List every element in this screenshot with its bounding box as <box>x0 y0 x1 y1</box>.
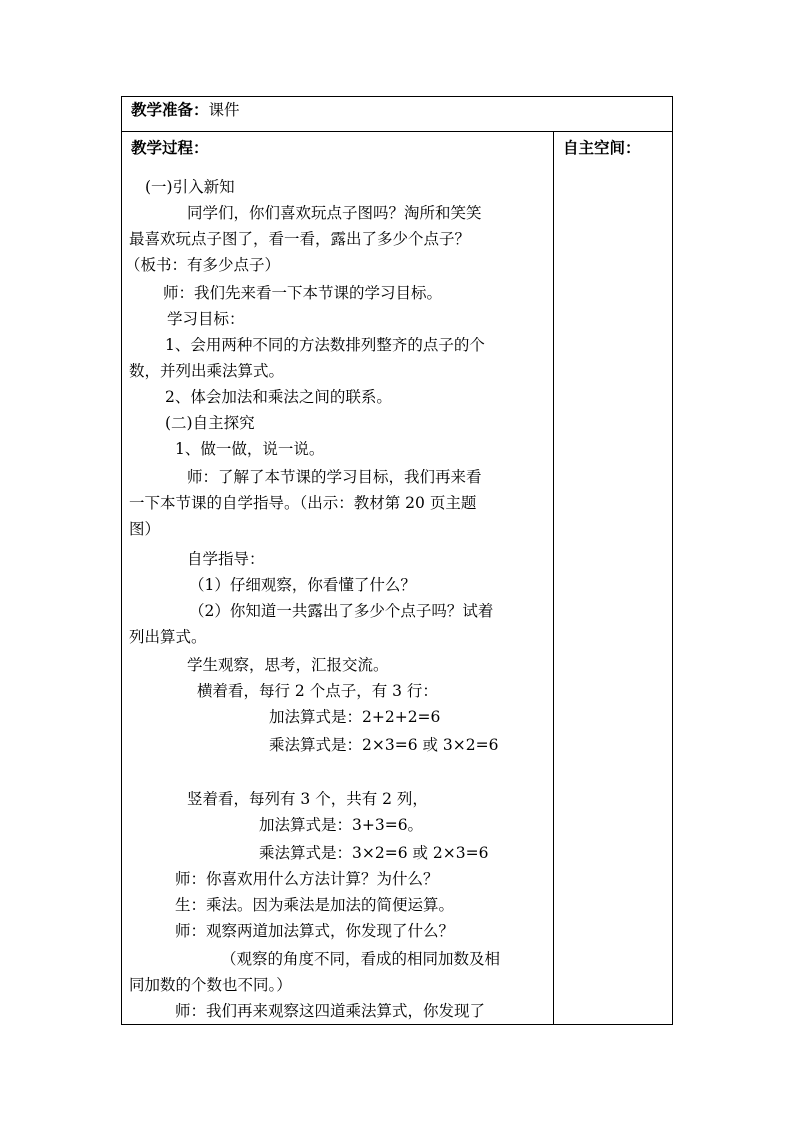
text-line: 同加数的个数也不同。） <box>129 976 292 994</box>
text-line: 同学们，你们喜欢玩点子图吗？淘所和笑笑 <box>187 204 482 222</box>
text-line: 横着看，每行 2 个点子，有 3 行： <box>197 682 438 700</box>
text-line: 图） <box>129 520 161 538</box>
text-line: 数，并列出乘法算式。 <box>129 362 285 380</box>
text-line: 师：了解了本节课的学习目标，我们再来看 <box>187 468 482 486</box>
equation-line: 乘法算式是：2×3=6 或 3×2=6 <box>269 736 499 754</box>
column-divider <box>553 131 554 1025</box>
text-line: （观察的角度不同，看成的相同加数及相 <box>221 950 501 968</box>
text-line: 1、会用两种不同的方法数排列整齐的点子的个 <box>165 336 485 354</box>
text-line: 自学指导： <box>187 550 265 568</box>
preparation-value: 课件 <box>208 101 240 119</box>
text-line: 生：乘法。因为乘法是加法的简便运算。 <box>175 896 455 914</box>
text-line: 2、体会加法和乘法之间的联系。 <box>165 388 392 406</box>
text-line: 师：我们再来观察这四道乘法算式，你发现了 <box>175 1002 486 1020</box>
equation-line: 加法算式是：3+3=6。 <box>259 816 424 834</box>
equation-line: 加法算式是：2+2+2=6 <box>269 708 441 726</box>
section-heading-intro: (一)引入新知 <box>145 178 235 196</box>
section-heading-explore: (二)自主探究 <box>165 414 255 432</box>
text-line: （2）你知道一共露出了多少个点子吗？试着 <box>189 602 494 620</box>
text-line: 竖着看，每列有 3 个，共有 2 列， <box>187 790 428 808</box>
text-line: 师：你喜欢用什么方法计算？为什么？ <box>175 870 439 888</box>
text-line: 师：观察两道加法算式，你发现了什么？ <box>175 922 455 940</box>
text-line: 学习目标： <box>167 310 245 328</box>
equation-line: 乘法算式是：3×2=6 或 2×3=6 <box>259 844 489 862</box>
text-line: （板书：有多少点子） <box>125 256 281 274</box>
side-column-header: 自主空间： <box>563 138 641 157</box>
process-header: 教学过程： <box>131 138 209 157</box>
text-line: 学生观察，思考，汇报交流。 <box>187 656 389 674</box>
text-line: 一下本节课的自学指导。（出示：教材第 20 页主题 <box>129 494 477 512</box>
text-line: （1）仔细观察，你看懂了什么？ <box>189 576 416 594</box>
preparation-label: 教学准备： <box>131 100 209 119</box>
text-line: 1、做一做，说一说。 <box>175 440 325 458</box>
preparation-line <box>131 100 240 120</box>
text-line: 最喜欢玩点子图了，看一看，露出了多少个点子？ <box>129 230 471 248</box>
text-line: 师：我们先来看一下本节课的学习目标。 <box>163 284 443 302</box>
text-line: 列出算式。 <box>129 628 207 646</box>
